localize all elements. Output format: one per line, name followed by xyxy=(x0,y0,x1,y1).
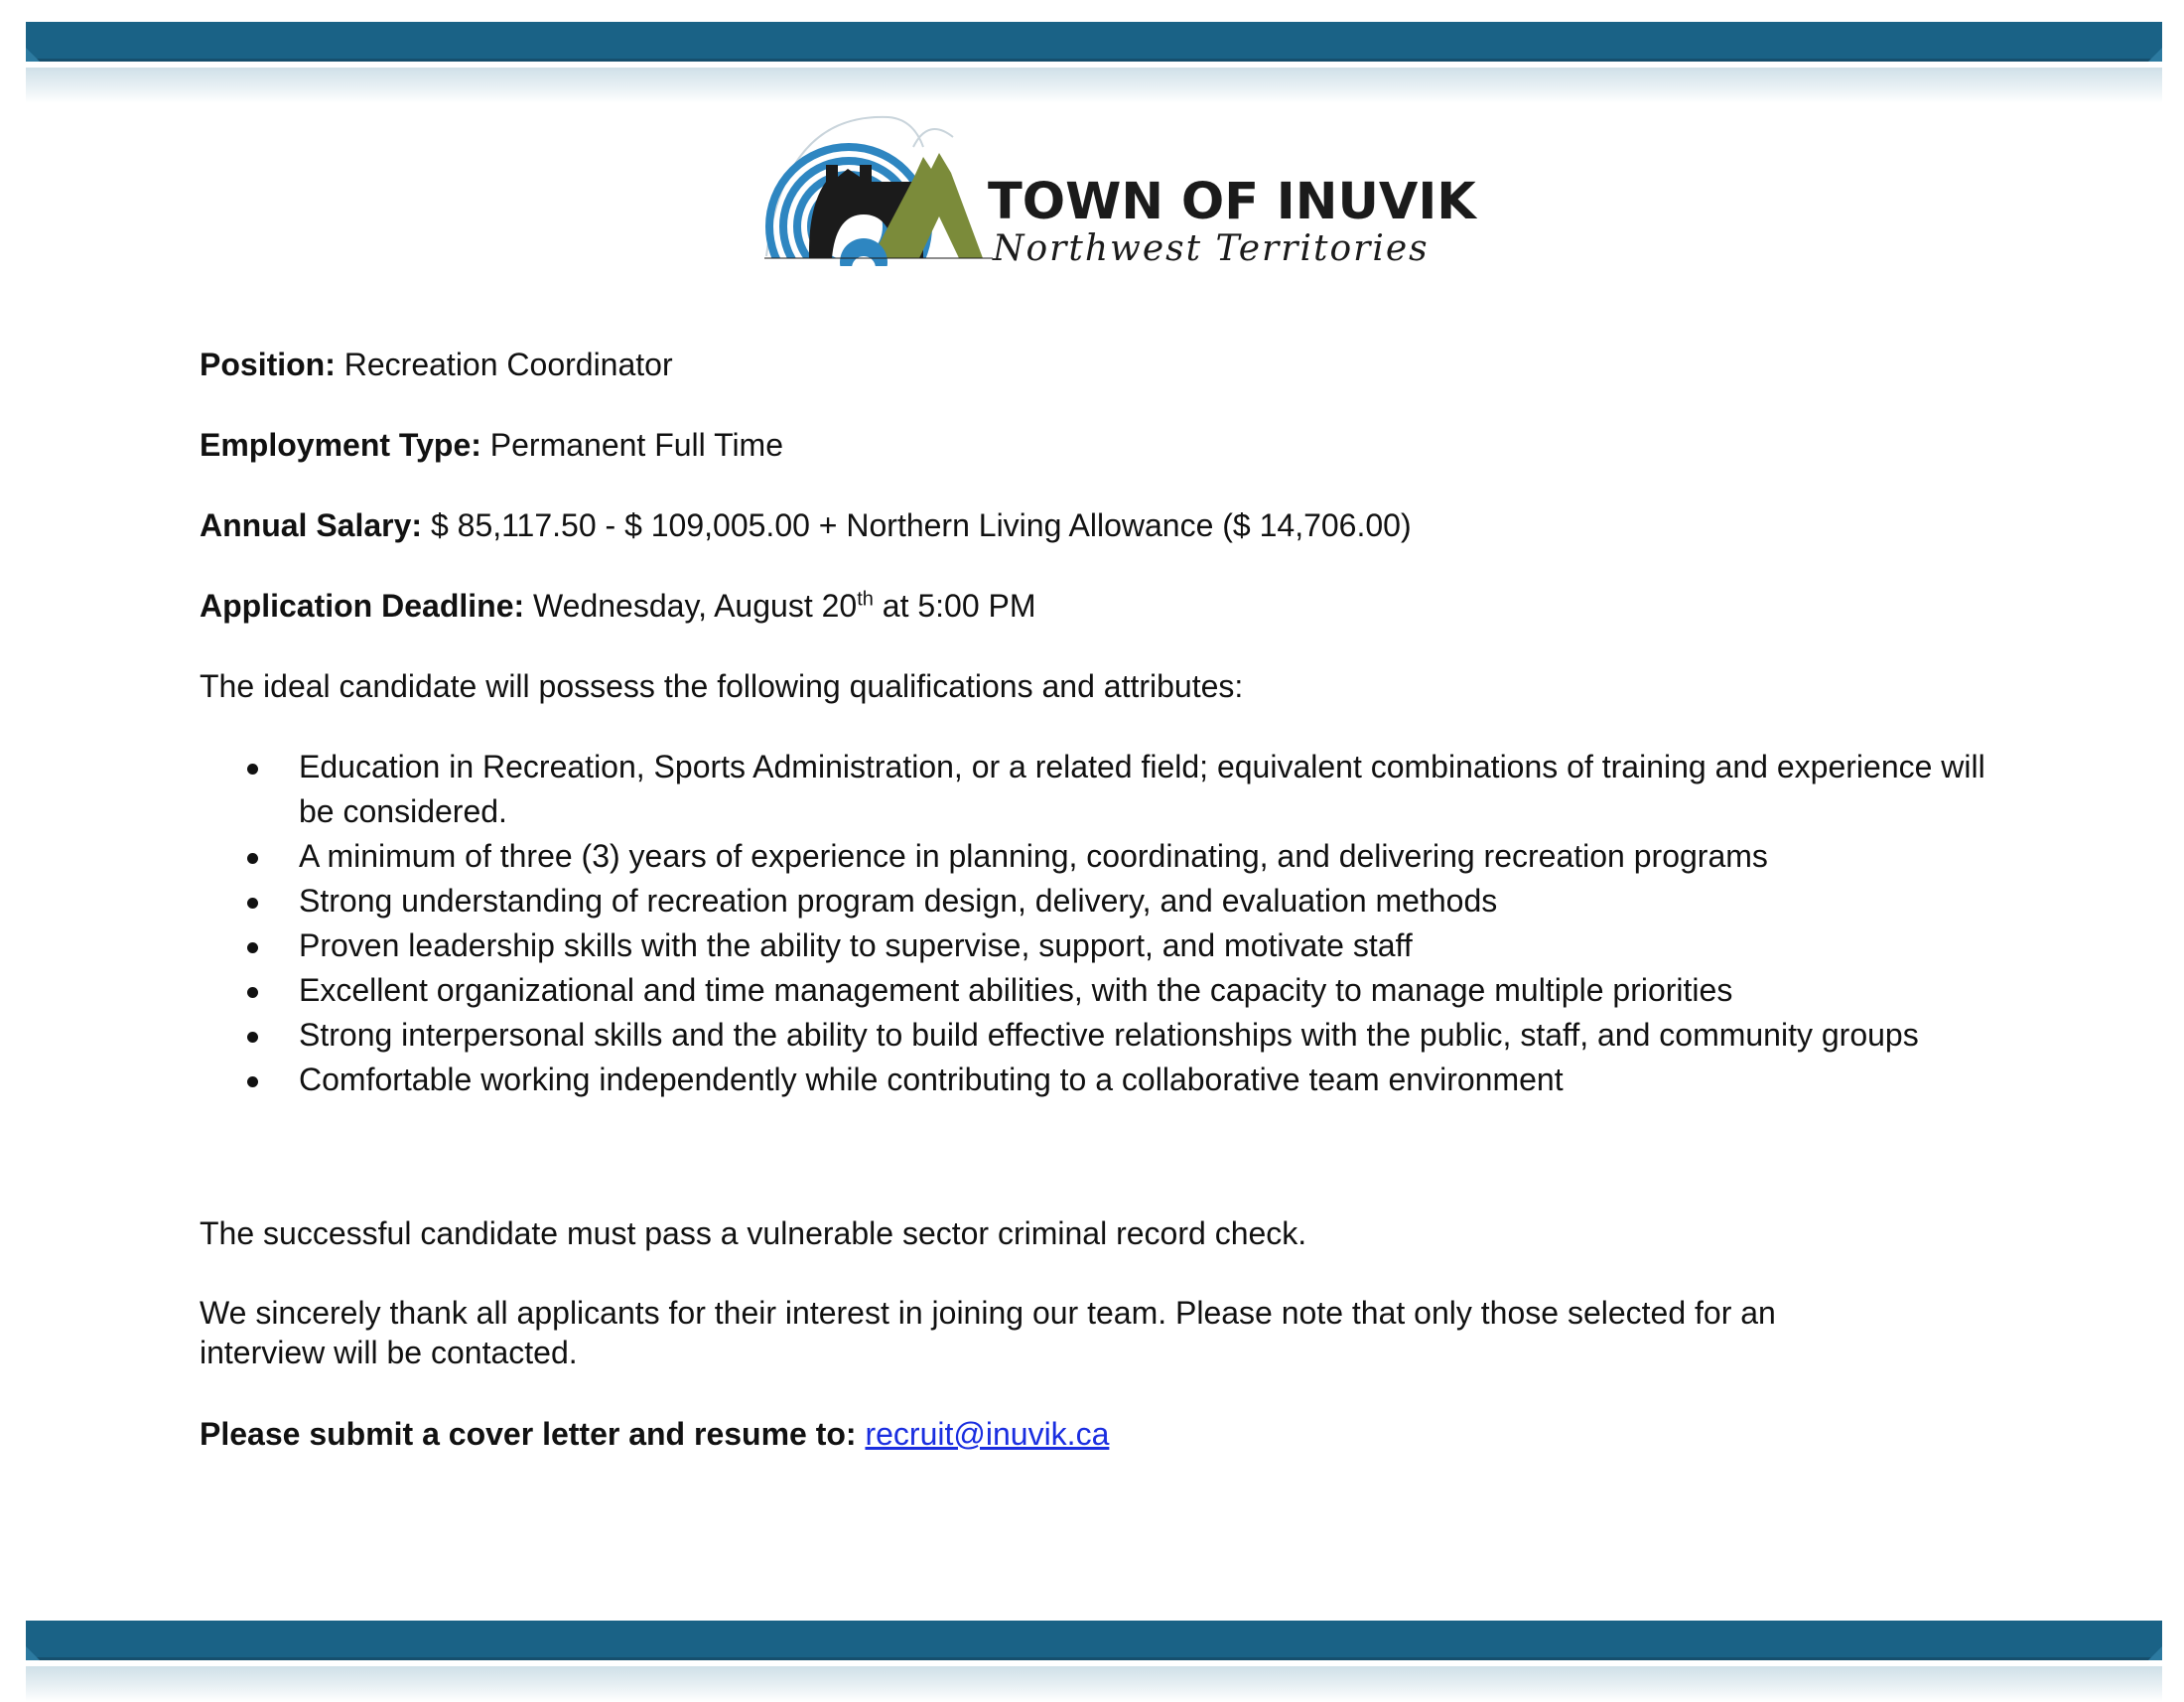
submit-line xyxy=(200,1414,1109,1454)
recruit-email-link[interactable]: recruit@inuvik.ca xyxy=(865,1416,1110,1452)
employment-type-value: Permanent Full Time xyxy=(489,427,783,463)
list-item: Strong understanding of recreation program design, delivery, and evaluation methods xyxy=(299,879,2006,923)
logo-subtitle: Northwest Territories xyxy=(993,228,1430,269)
application-deadline-line xyxy=(200,586,1036,626)
bullet-icon xyxy=(247,987,258,998)
bullet-icon xyxy=(247,898,258,909)
list-item: Excellent organizational and time management abilities, with the capacity to manage multiple priorities xyxy=(299,968,2006,1013)
application-deadline-time: at 5:00 PM xyxy=(873,588,1036,624)
annual-salary-value: $ 85,117.50 - $ 109,005.00 + Northern Living Allowance ($ 14,706.00) xyxy=(430,507,1412,543)
annual-salary-label: Annual Salary: xyxy=(200,507,423,543)
position-value: Recreation Coordinator xyxy=(343,347,673,382)
bullet-icon xyxy=(247,942,258,953)
application-deadline-ordinal: th xyxy=(857,588,874,611)
town-logo xyxy=(764,107,1476,286)
submit-label: Please submit a cover letter and resume to: xyxy=(200,1416,857,1452)
annual-salary-line xyxy=(200,505,1412,545)
thank-you-note: We sincerely thank all applicants for their interest in joining our team. Please note that only those selected for an interview will be contacted. xyxy=(200,1295,1776,1370)
list-item: Strong interpersonal skills and the ability to build effective relationships with the public, staff, and community groups xyxy=(299,1013,2006,1058)
list-item: Education in Recreation, Sports Administration, or a related field; equivalent combinations of training and experience will be considered. xyxy=(299,745,2006,834)
position-label: Position: xyxy=(200,347,336,382)
employment-type-label: Employment Type: xyxy=(200,427,481,463)
inuvik-emblem-icon xyxy=(764,107,993,286)
logo-title: TOWN OF INUVIK xyxy=(988,173,1476,231)
record-check-note: The successful candidate must pass a vulnerable sector criminal record check. xyxy=(200,1215,1307,1251)
application-deadline-label: Application Deadline: xyxy=(200,588,525,624)
bullet-icon xyxy=(247,1076,258,1087)
list-item: Proven leadership skills with the ability to supervise, support, and motivate staff xyxy=(299,923,2006,968)
top-banner-shadow xyxy=(26,68,2162,103)
employment-type-line xyxy=(200,425,783,465)
bullet-icon xyxy=(247,764,258,775)
qualifications-list xyxy=(299,745,2006,1102)
list-item: A minimum of three (3) years of experience in planning, coordinating, and delivering recreation programs xyxy=(299,834,2006,879)
list-item: Comfortable working independently while contributing to a collaborative team environment xyxy=(299,1058,2006,1102)
application-deadline-date: Wednesday, August 20 xyxy=(533,588,858,624)
bullet-icon xyxy=(247,1032,258,1043)
bullet-icon xyxy=(247,853,258,864)
qualifications-intro: The ideal candidate will possess the following qualifications and attributes: xyxy=(200,668,1244,704)
position-line xyxy=(200,345,673,384)
top-banner-bar xyxy=(26,22,2162,62)
bottom-banner-bar xyxy=(26,1621,2162,1660)
